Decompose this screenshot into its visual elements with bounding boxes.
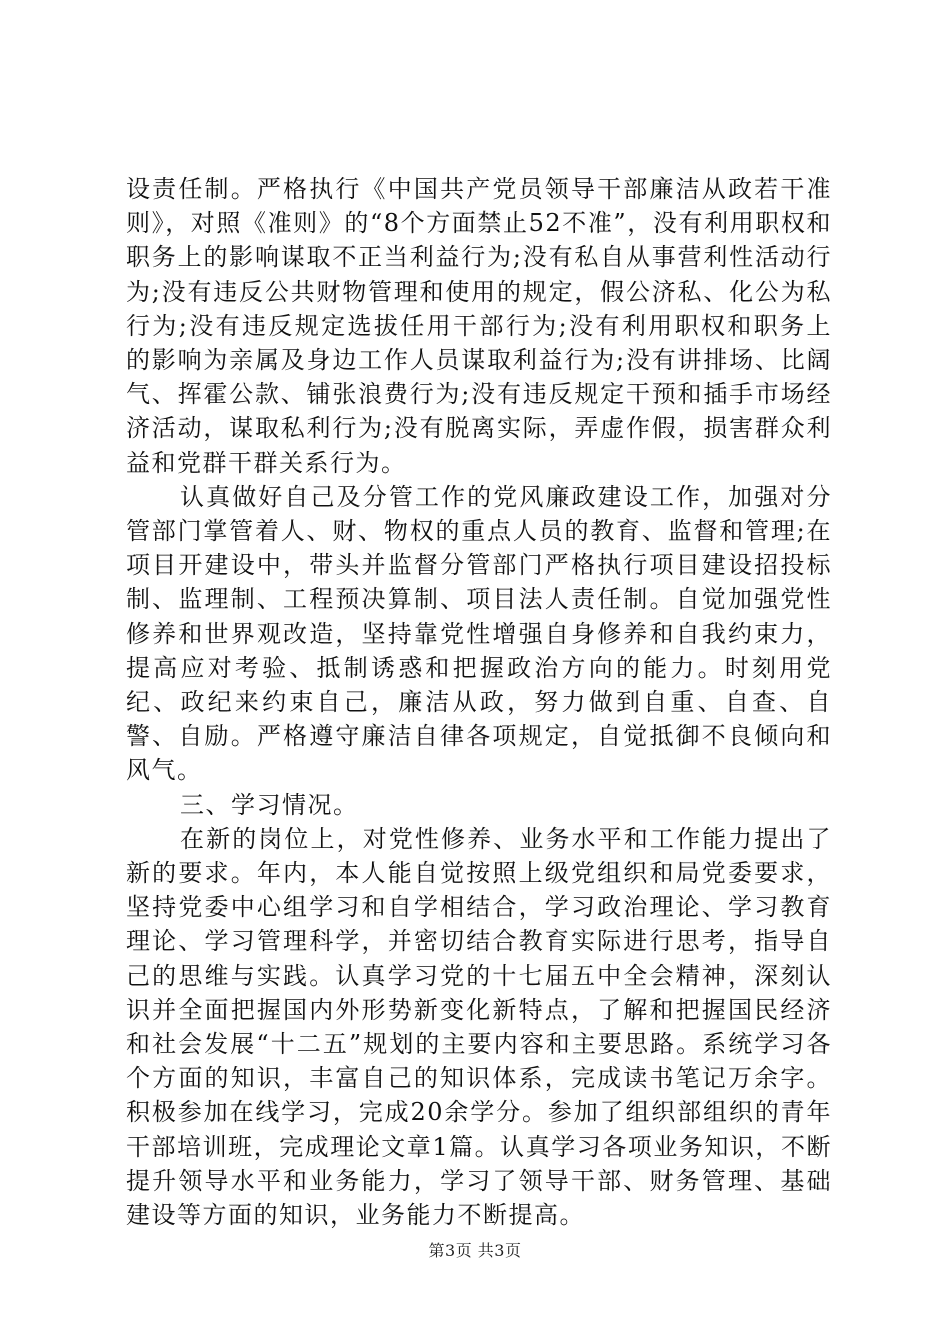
section-heading-study: 三、学习情况。 — [180, 790, 359, 819]
document-body — [126, 172, 832, 1232]
paragraph-party-conduct: 认真做好自己及分管工作的党风廉政建设工作，加强对分管部门掌管着人、财、物权的重点人员的教育、监督和管理;在项目开建设中，带头并监督分管部门严格执行项目建设招投标制、监理制、工程预决算制、项目法人责任制。自觉加强党性修养和世界观改造，坚持靠党性增强自身修养和自我约束力，提高应对考验、抵制诱惑和把握政治方向的能力。时刻用党纪、政纪来约束自己，廉洁从政，努力做到自重、自查、自警、自励。严格遵守廉洁自律各项规定，自觉抵御不良倾向和风气。 — [126, 482, 832, 785]
paragraph-study-details: 在新的岗位上，对党性修养、业务水平和工作能力提出了新的要求。年内，本人能自觉按照上级党组织和局党委要求，坚持党委中心组学习和自学相结合，学习政治理论、学习教育理论、学习管理科学，并密切结合教育实际进行思考，指导自己的思维与实践。认真学习党的十七届五中全会精神，深刻认识并全面把握国内外形势新变化新特点，了解和把握国民经济和社会发展“十二五”规划的主要内容和主要思路。系统学习各个方面的知识，丰富自己的知识体系，完成读书笔记万余字。积极参加在线学习，完成20余学分。参加了组织部组织的青年干部培训班，完成理论文章1篇。认真学习各项业务知识，不断提升领导水平和业务能力，学习了领导干部、财务管理、基础建设等方面的知识，业务能力不断提高。 — [126, 824, 832, 1230]
page-footer — [0, 1241, 950, 1261]
page-number-label: 第3页 共3页 — [428, 1241, 522, 1260]
paragraph-continued-responsibility: 设责任制。严格执行《中国共产党员领导干部廉洁从政若干准则》，对照《准则》的“8个方面禁止52不准”，没有利用职权和职务上的影响谋取不正当利益行为;没有私自从事营利性活动行为;没有违反公共财物管理和使用的规定，假公济私、化公为私行为;没有违反规定选拔任用干部行为;没有利用职权和职务上的影响为亲属及身边工作人员谋取利益行为;没有讲排场、比阔气、挥霍公款、铺张浪费行为;没有违反规定干预和插手市场经济活动，谋取私利行为;没有脱离实际，弄虚作假，损害群众利益和党群干群关系行为。 — [126, 175, 832, 477]
